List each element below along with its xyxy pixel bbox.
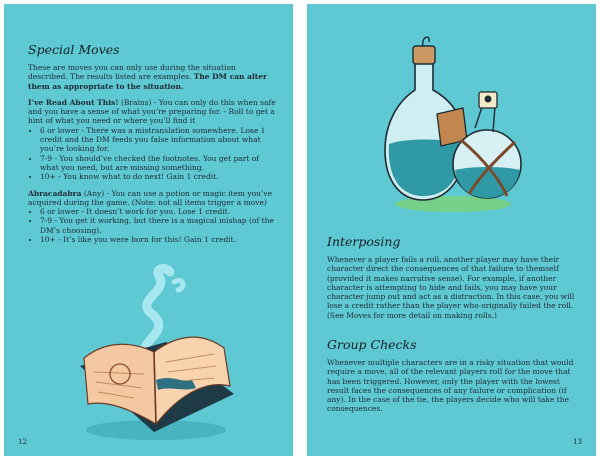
special-moves-body <box>28 63 276 244</box>
special-moves-heading: Special Moves <box>28 42 120 57</box>
list-item: • 7-9 - You should’ve checked the footnotes. You get part of what you need, but are missing something. <box>40 154 276 173</box>
intro-plain-text: These are moves you can only use during the situation described. The results listed are examples. <box>28 63 236 82</box>
interposing-heading: Interposing <box>327 234 401 249</box>
list-item: • 10+ - You know what to do next! Gain 1 credit. <box>40 172 276 181</box>
right-page <box>307 4 596 456</box>
move-name: Abracadabra <box>28 188 82 198</box>
move-read-about-this <box>28 98 276 126</box>
move-description: (Any) - You can use a potion or magic item you’ve acquired during the game. (Note: not all items trigger a move) <box>28 188 273 207</box>
left-page <box>4 4 293 456</box>
intro-paragraph <box>28 63 276 91</box>
page-number-left: 12 <box>18 438 27 446</box>
move-abracadabra <box>28 189 276 208</box>
list-item: • 10+ - It’s like you were born for this! Gain 1 credit. <box>40 235 276 244</box>
move-name: I’ve Read About This! <box>28 97 119 107</box>
group-checks-heading: Group Checks <box>327 337 417 352</box>
page-number-right: 13 <box>573 438 582 446</box>
list-item: • 6 or lower - It doesn’t work for you. Lose 1 credit. <box>40 207 276 216</box>
interposing-body: Whenever a player fails a roll, another player may have their character direct the consequences of that failure to themself (provided it makes narrative sense). For example, if another character is attempting to hide and fails, you may have your character jump out and act as a distraction. In this case, you will lose a credit rather than the player who originally failed the roll. (See Moves for more detail on making rolls.) <box>327 255 575 320</box>
list-item: • 7-9 - You get it working, but there is a magical mishap (of the DM’s choosing). <box>40 216 276 235</box>
intro-bold-text: The DM can alter them as appropriate to the situation. <box>28 72 267 91</box>
move-results-list <box>28 126 276 182</box>
spellbook-illustration <box>74 262 244 447</box>
list-item: • 6 or lower - There was a mistranslation somewhere. Lose 1 credit and the DM feeds you false information about what you’re looking for. <box>40 126 276 154</box>
move-description: (Brains) - You can only do this when safe and you have a sense of what you’re preparing for. - Roll to get a hint of what you need or where you’ll find it <box>28 97 276 126</box>
group-checks-body: Whenever multiple characters are in a risky situation that would require a move, all of the relevant players roll for the move that has been triggered. However, only the player with the lowest result faces the consequences of any failure or complication (if any). In the case of the tie, the players decide who will take the consequences. <box>327 358 574 414</box>
page-gutter <box>293 4 307 456</box>
move-results-list <box>28 207 276 244</box>
potion-bottles-illustration <box>375 32 540 222</box>
